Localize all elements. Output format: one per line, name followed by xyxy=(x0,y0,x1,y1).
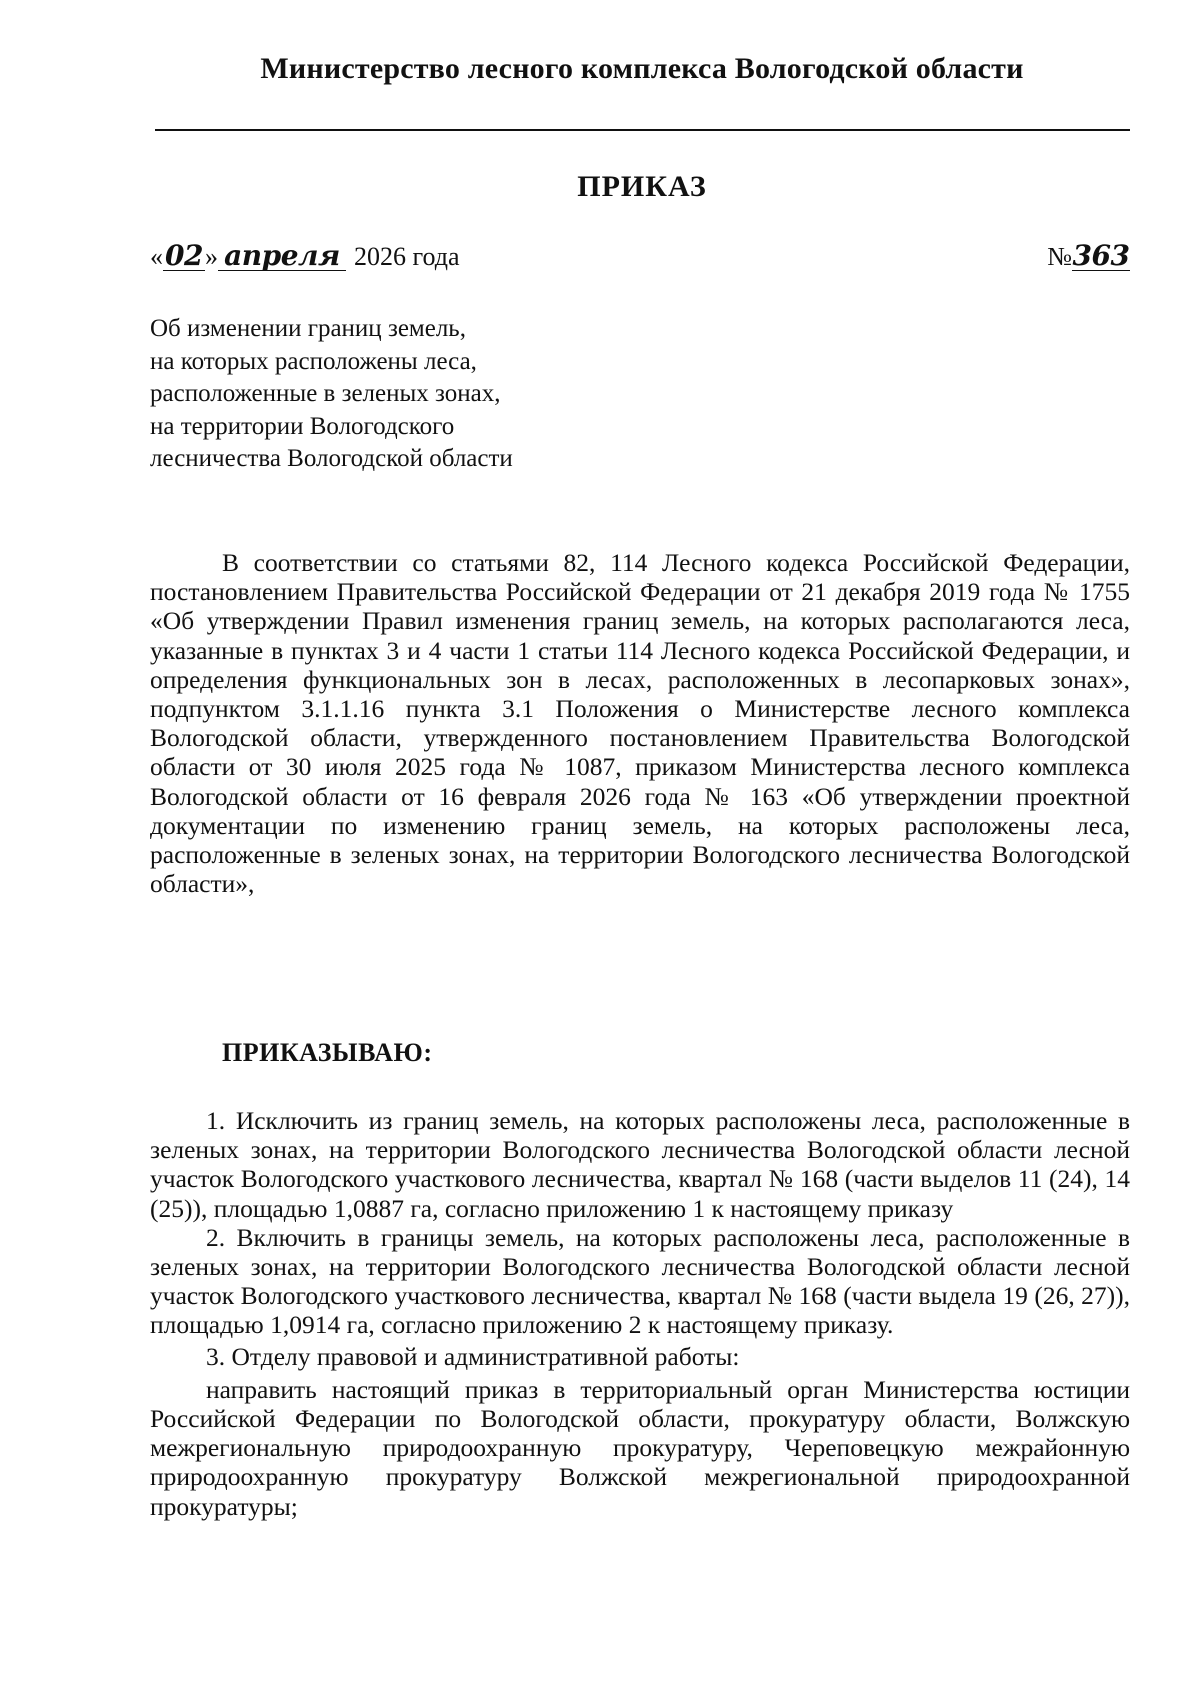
order-item-3: 3. Отделу правовой и административной работы: xyxy=(206,1341,740,1371)
subject-line: Об изменении границ земель, xyxy=(150,315,466,342)
order-subject xyxy=(150,313,710,476)
order-number xyxy=(1047,239,1130,272)
order-items xyxy=(150,1106,1130,1521)
document-type-title: ПРИКАЗ xyxy=(577,170,707,203)
number-label: № xyxy=(1047,242,1072,271)
date-open-quote: « xyxy=(150,242,163,271)
date-close-quote: » xyxy=(205,242,218,271)
handwritten-month: апреля xyxy=(218,242,346,271)
date-number-row xyxy=(150,239,1130,282)
subject-line: на которых расположены леса, xyxy=(150,347,477,375)
subject-line: лесничества Вологодской области xyxy=(150,445,513,472)
preamble-paragraph: В соответствии со статьями 82, 114 Лесного кодекса Российской Федерации, постановлением Правительства Российской Федерации от 21 декабря 2019 года № 1755 «Об утверждении Правил изменения границ земель, на которых располагаются леса, указанные в пунктах 3 и 4 части 1 статьи 114 Лесного кодекса Российской Федерации, и определения функциональных зон в лесах, расположенных в лесопарковых зонах», подпунктом 3.1.1.16 пункта 3.1 Положения о Министерстве лесного комплекса Вологодской области, утвержденного постановлением Правительства Вологодской области от 30 июля 2025 года № 1087, приказом Министерства лесного комплекса Вологодской области от 16 февраля 2026 года № 163 «Об утверждении проектной документации по изменению границ земель, на которых расположены леса, расположенные в зеленых зонах, на территории Вологодского лесничества Вологодской области», xyxy=(150,548,1130,899)
subject-line: расположенные в зеленых зонах, xyxy=(150,380,501,407)
ministry-name: Министерство лесного комплекса Вологодской области xyxy=(260,52,1024,85)
order-date xyxy=(150,239,460,272)
order-item-3-subparagraph: направить настоящий приказ в территориальный орган Министерства юстиции Российской Федерации по Вологодской области, прокуратуру области, Волжскую межрегиональную природоохранную прокуратуру, Череповецкую межрайонную природоохранную прокуратуру Волжской межрегиональной природоохранной прокуратуры; xyxy=(150,1374,1130,1521)
order-item-1: 1. Исключить из границ земель, на которых расположены леса, расположенные в зеленых зонах, на территории Вологодского лесничества Вологодской области лесной участок Вологодского участкового лесничества, квартал № 168 (части выделов 11 (24), 14 (25)), площадью 1,0887 га, согласно приложению 1 к настоящему приказу xyxy=(150,1106,1130,1223)
handwritten-day: 02 xyxy=(163,242,205,271)
date-year: 2026 года xyxy=(354,242,460,271)
order-directive-heading: ПРИКАЗЫВАЮ: xyxy=(222,1038,433,1067)
subject-line: на территории Вологодского xyxy=(150,412,455,440)
handwritten-number: 363 xyxy=(1072,239,1130,272)
order-item-2: 2. Включить в границы земель, на которых расположены леса, расположенные в зеленых зонах, на территории Вологодского лесничества Вологодской области лесной участок Вологодского участкового лесничества, квартал № 168 (части выдела 19 (26, 27)), площадью 1,0914 га, согласно приложению 2 к настоящему приказу. xyxy=(150,1222,1130,1340)
header-divider xyxy=(155,129,1130,131)
